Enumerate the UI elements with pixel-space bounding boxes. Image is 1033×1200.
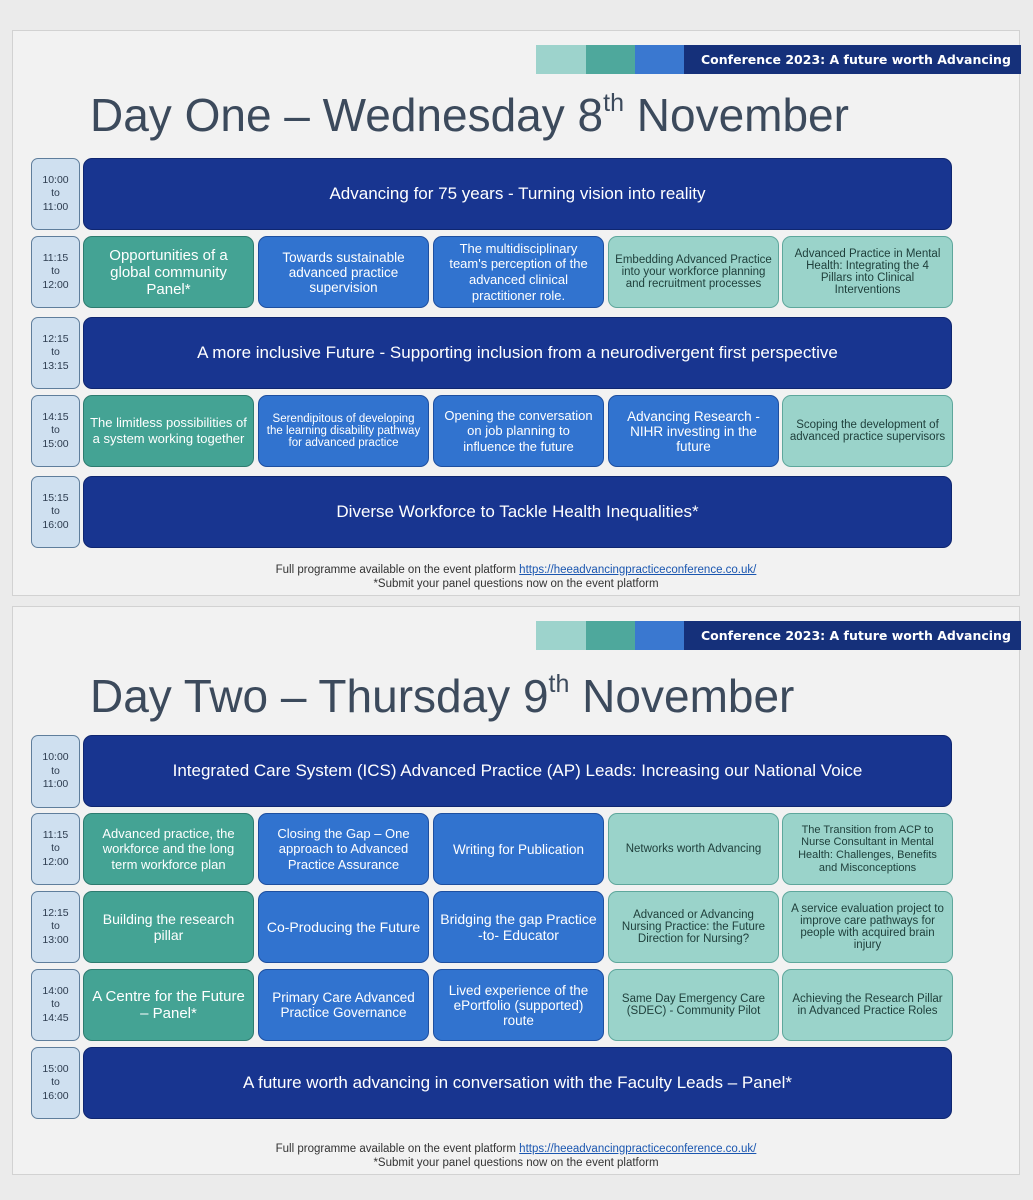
page-title: Day One – Wednesday 8th November (90, 89, 849, 141)
session-card[interactable]: Advanced practice, the workforce and the long term workforce plan (83, 813, 254, 885)
session-card[interactable]: Bridging the gap Practice -to- Educator (433, 891, 604, 963)
session-card[interactable]: Networks worth Advancing (608, 813, 779, 885)
conference-banner: Conference 2023: A future worth Advancing (684, 45, 1021, 74)
banner-stripe-teal (586, 45, 635, 74)
time-slot: 12:15 to 13:00 (31, 891, 80, 963)
time-slot: 14:00 to 14:45 (31, 969, 80, 1041)
session-card[interactable]: Scoping the development of advanced practice supervisors (782, 395, 953, 467)
session-card[interactable]: Opportunities of a global community Panel* (83, 236, 254, 308)
session-card[interactable]: Lived experience of the ePortfolio (supported) route (433, 969, 604, 1041)
banner-stripe-light (536, 45, 586, 74)
time-slot: 15:00 to 16:00 (31, 1047, 80, 1119)
banner-stripe-teal (586, 621, 635, 650)
conference-banner: Conference 2023: A future worth Advancing (684, 621, 1021, 650)
banner-stripe-light (536, 621, 586, 650)
footer-panel-note: *Submit your panel questions now on the event platform (373, 578, 659, 591)
session-card[interactable]: Advancing Research - NIHR investing in the future (608, 395, 779, 467)
session-card[interactable]: Same Day Emergency Care (SDEC) - Community Pilot (608, 969, 779, 1041)
footer-programme-text: Full programme available on the event platform (275, 1143, 516, 1155)
session-card[interactable]: Building the research pillar (83, 891, 254, 963)
banner-stripe-blue (635, 621, 684, 650)
footer (13, 1142, 1019, 1171)
page-title: Day Two – Thursday 9th November (90, 670, 795, 722)
session-card[interactable]: Advanced Practice in Mental Health: Integrating the 4 Pillars into Clinical Interventions (782, 236, 953, 308)
footer-programme-text: Full programme available on the event platform (275, 564, 516, 576)
day-two-slide (12, 606, 1020, 1175)
session-card[interactable]: A Centre for the Future – Panel* (83, 969, 254, 1041)
event-platform-link[interactable]: https://heeadvancingpracticeconference.co.uk/ (519, 1143, 757, 1155)
plenary-session[interactable]: Integrated Care System (ICS) Advanced Practice (AP) Leads: Increasing our National Voice (83, 735, 952, 807)
session-card[interactable]: A service evaluation project to improve care pathways for people with acquired brain injury (782, 891, 953, 963)
session-card[interactable]: Serendipitous of developing the learning disability pathway for advanced practice (258, 395, 429, 467)
time-slot: 11:15 to 12:00 (31, 236, 80, 308)
session-card[interactable]: The multidisciplinary team's perception of the advanced clinical practitioner role. (433, 236, 604, 308)
session-card[interactable]: The limitless possibilities of a system working together (83, 395, 254, 467)
session-card[interactable]: The Transition from ACP to Nurse Consultant in Mental Health: Challenges, Benefits and Misconceptions (782, 813, 953, 885)
plenary-session[interactable]: Advancing for 75 years - Turning vision into reality (83, 158, 952, 230)
event-platform-link[interactable]: https://heeadvancingpracticeconference.co.uk/ (519, 564, 757, 576)
time-slot: 15:15 to 16:00 (31, 476, 80, 548)
banner-stripe-blue (635, 45, 684, 74)
time-slot: 10:00 to 11:00 (31, 158, 80, 230)
session-card[interactable]: Writing for Publication (433, 813, 604, 885)
session-card[interactable]: Advanced or Advancing Nursing Practice: the Future Direction for Nursing? (608, 891, 779, 963)
session-card[interactable]: Towards sustainable advanced practice supervision (258, 236, 429, 308)
time-slot: 14:15 to 15:00 (31, 395, 80, 467)
plenary-session[interactable]: Diverse Workforce to Tackle Health Inequalities* (83, 476, 952, 548)
time-slot: 10:00 to 11:00 (31, 735, 80, 808)
footer (13, 563, 1019, 592)
session-card[interactable]: Achieving the Research Pillar in Advanced Practice Roles (782, 969, 953, 1041)
session-card[interactable]: Co-Producing the Future (258, 891, 429, 963)
time-slot: 12:15 to 13:15 (31, 317, 80, 389)
session-card[interactable]: Embedding Advanced Practice into your workforce planning and recruitment processes (608, 236, 779, 308)
session-card[interactable]: Primary Care Advanced Practice Governance (258, 969, 429, 1041)
footer-panel-note: *Submit your panel questions now on the event platform (373, 1157, 659, 1170)
plenary-session[interactable]: A future worth advancing in conversation with the Faculty Leads – Panel* (83, 1047, 952, 1119)
plenary-session[interactable]: A more inclusive Future - Supporting inclusion from a neurodivergent first perspective (83, 317, 952, 389)
session-card[interactable]: Closing the Gap – One approach to Advanced Practice Assurance (258, 813, 429, 885)
time-slot: 11:15 to 12:00 (31, 813, 80, 885)
day-one-slide (12, 30, 1020, 596)
session-card[interactable]: Opening the conversation on job planning to influence the future (433, 395, 604, 467)
